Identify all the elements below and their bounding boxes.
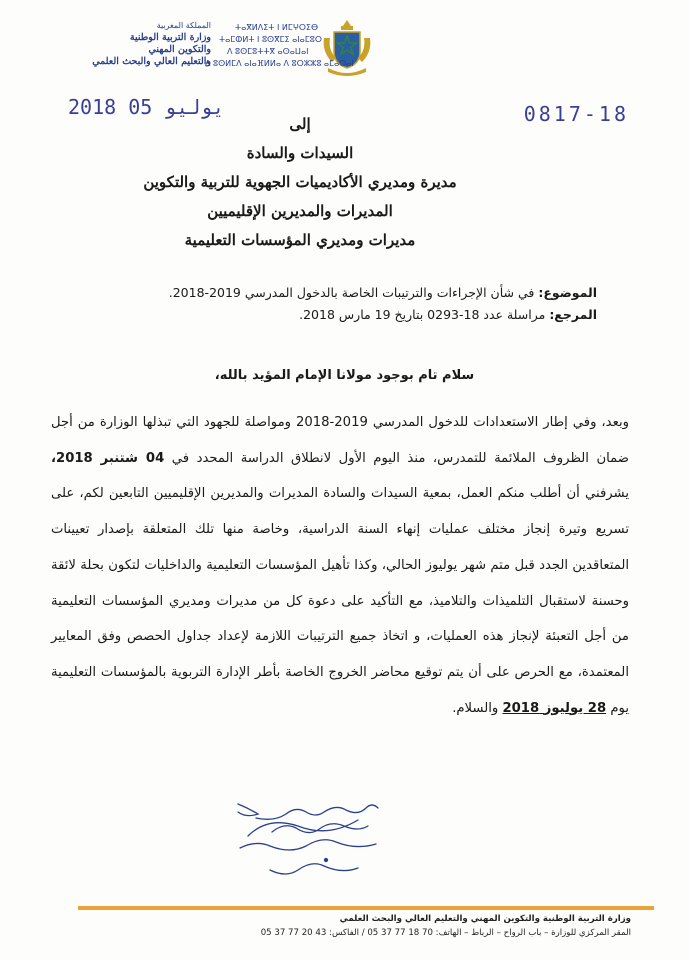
header-line: والتكوين المهني: [148, 44, 211, 55]
body-paragraph-2: يشرفني أن أطلب منكم العمل، بمعية السيدات والسادة المديرات والمديرين الإقليميين التابعين لكم، على تسريع وتيرة إنجاز مختلف عمليات إنهاء السنة الدراسية، وخاصة منها تلك المتعلقة بإصدار تعيينات المتعاقدين الجدد قبل متم شهر يوليوز الحالي، وكذا تأهيل المؤسسات التعليمية والداخليات لتكون بحلة لائقة وحسنة لاستقبال التلميذات والتلاميذ، مع التأكيد على دعوة كل من مديرات ومديري المؤسسات التعليمية من أجل التعبئة لإنجاز هذه العمليات، و اتخاذ جميع الترتيبات اللازمة لإعداد جداول الحصص وفق المعايير المعتمدة، مع الحرص على أن يتم توقيع محاضر الخروج الخاصة بأطر الإدارة التربوية بالمؤسسات التعليمية يوم: [51, 486, 629, 716]
header-line: ⴷ ⵓⵙⵍⵎⴷ ⴰⵏⴰⴼⵍⵍⴰ ⴷ ⵓⵔⵣⵣⵓ ⴰⵎⴰⵙⴰⵏ: [205, 59, 354, 68]
subject-text: في شأن الإجراءات والترتيبات الخاصة بالدخول المدرسي 2019-2018.: [168, 285, 535, 300]
footer: [71, 912, 631, 940]
letter-body: [51, 405, 629, 726]
header-line: ⵜⴰⵎⵀⵍⵜ ⵏ ⵓⵙⴳⵎⵉ ⴰⵏⴰⵎⵓⵔ: [219, 35, 322, 44]
subject-block: [77, 282, 597, 326]
closing: والسلام.: [452, 700, 499, 716]
date-stamp: 2018 يوليو 05: [68, 95, 225, 119]
footer-rule: [78, 904, 654, 912]
recipient-line: المديرات والمديرين الإقليميين: [207, 202, 393, 220]
header-line: ⵜⴰⴳⵍⴷⵉⵜ ⵏ ⵍⵎⵖⵔⵉⴱ: [235, 23, 319, 32]
recipient-line: مديرة ومديري الأكاديميات الجهوية للتربية والتكوين: [143, 173, 457, 191]
reference-line: [77, 304, 597, 326]
ministry-header-tifinagh: [205, 22, 355, 70]
recipient-line: مديرات ومديري المؤسسات التعليمية: [184, 231, 416, 249]
header-line: وزارة التربية الوطنية: [129, 32, 211, 43]
start-date: 04 شتنبر 2018،: [51, 450, 165, 466]
subject-line: [77, 282, 597, 304]
footer-ministry: وزارة التربية الوطنية والتكوين المهني والتعليم العالي والبحث العلمي: [339, 914, 631, 924]
reference-text: مراسلة عدد 18-0293 بتاريخ 19 مارس 2018.: [299, 307, 546, 322]
header-line: المملكة المغربية: [156, 21, 211, 30]
recipients-block: [120, 110, 480, 255]
exit-report-date: 28 يوليوز 2018: [502, 700, 607, 716]
reference-label: المرجع:: [549, 307, 597, 322]
reference-number-stamp: 0817-18: [523, 102, 629, 126]
recipient-line: السيدات والسادة: [246, 144, 354, 162]
to-label: إلى: [289, 115, 311, 133]
greeting: سلام تام بوجود مولانا الإمام المؤيد بالله،: [214, 368, 475, 383]
ministry-header-arabic: [71, 20, 211, 68]
header-line: والتعليم العالي والبحث العلمي: [92, 56, 211, 67]
footer-address: المقر المركزي للوزارة – باب الرواح – الرباط – الهاتف: 70 18 77 37 05 / الفاكس: 43 20 77 37 05: [260, 928, 631, 938]
subject-label: الموضوع:: [538, 285, 597, 300]
body-paragraph-1: وبعد، وفي إطار الاستعدادات للدخول المدرسي 2019-2018 ومواصلة للجهود التي تبذلها الوزارة من أجل ضمان الظروف الملائمة للتمدرس، منذ اليوم الأول لانطلاق الدراسة المحدد في: [51, 415, 629, 466]
header-line: ⴷ ⵓⵙⵎⵓⵜⵜⴳ ⴰⵙⴰⵡⴰⵏ: [227, 47, 309, 56]
signature-icon: [208, 796, 388, 886]
